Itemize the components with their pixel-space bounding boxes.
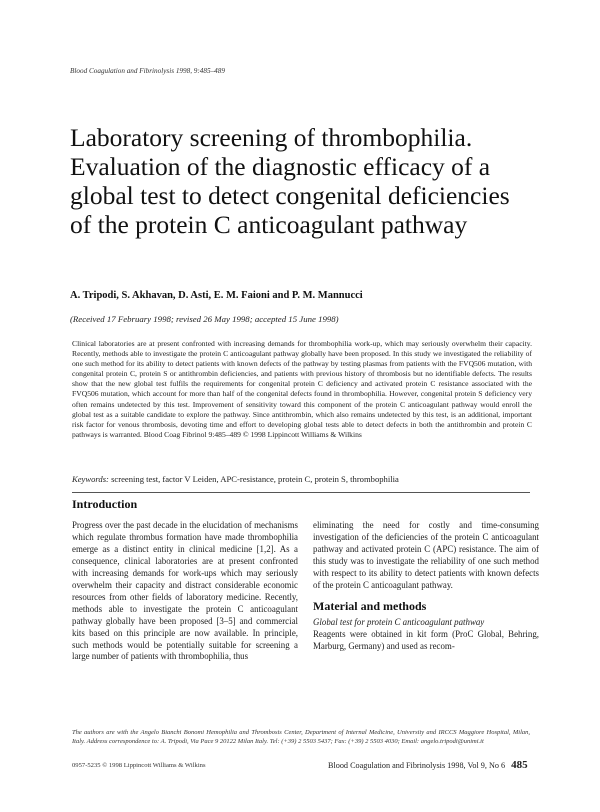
keywords-label: Keywords: (72, 474, 109, 484)
title-line-1: Laboratory screening of thrombophilia. (70, 123, 473, 152)
methods-heading: Material and methods (313, 599, 427, 613)
introduction-text-right: eliminating the need for costly and time-consuming investigation of the deficiencies of the protein C anticoagulant pathway and activated protein C (APC) resistance. The aim of this study was to investigate the reliability of one such method with respect to its ability to detect patients with known defects of the protein C anticoagulant pathway. (313, 520, 539, 590)
copyright-footer: 0957-5235 © 1998 Lippincott Williams & Wilkins (72, 762, 206, 769)
keywords-text: screening test, factor V Leiden, APC-resistance, protein C, protein S, thrombophilia (111, 474, 399, 484)
received-dates: (Received 17 February 1998; revised 26 May 1998; accepted 15 June 1998) (70, 314, 339, 324)
methods-subheading: Global test for protein C anticoagulant pathway (313, 617, 485, 627)
introduction-heading: Introduction (72, 497, 138, 511)
page-number: 485 (511, 759, 528, 771)
title-line-2: Evaluation of the diagnostic efficacy of a (70, 152, 491, 181)
keywords (72, 474, 532, 484)
introduction-text-left: Progress over the past decade in the elucidation of mechanisms which regulate thrombus formation have made thrombophilia emerge as a distinct entity in clinical medicine [1,2]. As a consequence, clinical laboratories are at present confronted with increasing demands for work-ups which may seriously overwhelm their capacity and distract considerable economic resources from other fields of laboratory medicine. Recently, methods able to investigate the protein C anticoagulant pathway globally have been proposed [3–5] and commercial kits based on this principle are now available. In principle, such methods would be potentially suitable for screening a large number of patients with thrombophilia, thus (72, 520, 298, 662)
running-head: Blood Coagulation and Fibrinolysis 1998, 9:485–489 (70, 67, 225, 75)
title-line-3: global test to detect congenital deficiencies (70, 181, 510, 210)
journal-citation: Blood Coagulation and Fibrinolysis 1998, Vol 9, No 6 (328, 761, 506, 770)
abstract: Clinical laboratories are at present confronted with increasing demands for thrombophilia work-up, which may seriously overwhelm their capacity. Recently, methods able to investigate the protein C anticoagulant pathway globally have been proposed. In this study we investigated the reliability of one such method for its ability to detect patients with known defects of the pathway by testing plasmas from patients with the FVQ506 mutation, with congenital protein C, protein S or antithrombin deficiencies, and patients with previous history of thrombosis but no identifiable defects. The results show that the new global test fulfils the requirements for congenital protein C deficiency and activated protein C resistance associated with the FVQ506 mutation, which account for more than half of the congenital defects found in thrombophilia. However, congenital protein S deficiency very often remains undetected by this test. Improvement of sensitivity toward this component of the protein C anticoagulant pathway would enroll the global test as a suitable candidate to explore the pathway. Since antithrombin, which also remains undetected by this test, is an additional, important risk factor for venous thrombosis, devoting time and effort to developing global tests able to detect defects in both the antithrombin and protein C pathways is warranted. Blood Coag Fibrinol 9:485–489 © 1998 Lippincott Williams & Wilkins (72, 339, 532, 439)
journal-footer (328, 759, 528, 771)
title-line-4: of the protein C anticoagulant pathway (70, 210, 468, 239)
section-divider (72, 492, 530, 493)
methods-text: Reagents were obtained in kit form (ProC Global, Behring, Marburg, Germany) and used as recom- (313, 629, 539, 651)
article-title (70, 123, 550, 239)
authors: A. Tripodi, S. Akhavan, D. Asti, E. M. Faioni and P. M. Mannucci (70, 290, 363, 301)
author-footnote: The authors are with the Angelo Bianchi Bonomi Hemophilia and Thrombosis Center, Department of Internal Medicine, University and IRCCS Maggiore Hospital, Milan, Italy. Address correspondence to: A. Tripodi, Via Pace 9 20122 Milan Italy. Tel: (+39) 2 5503 5437; Fax: (+39) 2 5503 4030; Email: angelo.tripodi@unimi.it (72, 729, 530, 746)
